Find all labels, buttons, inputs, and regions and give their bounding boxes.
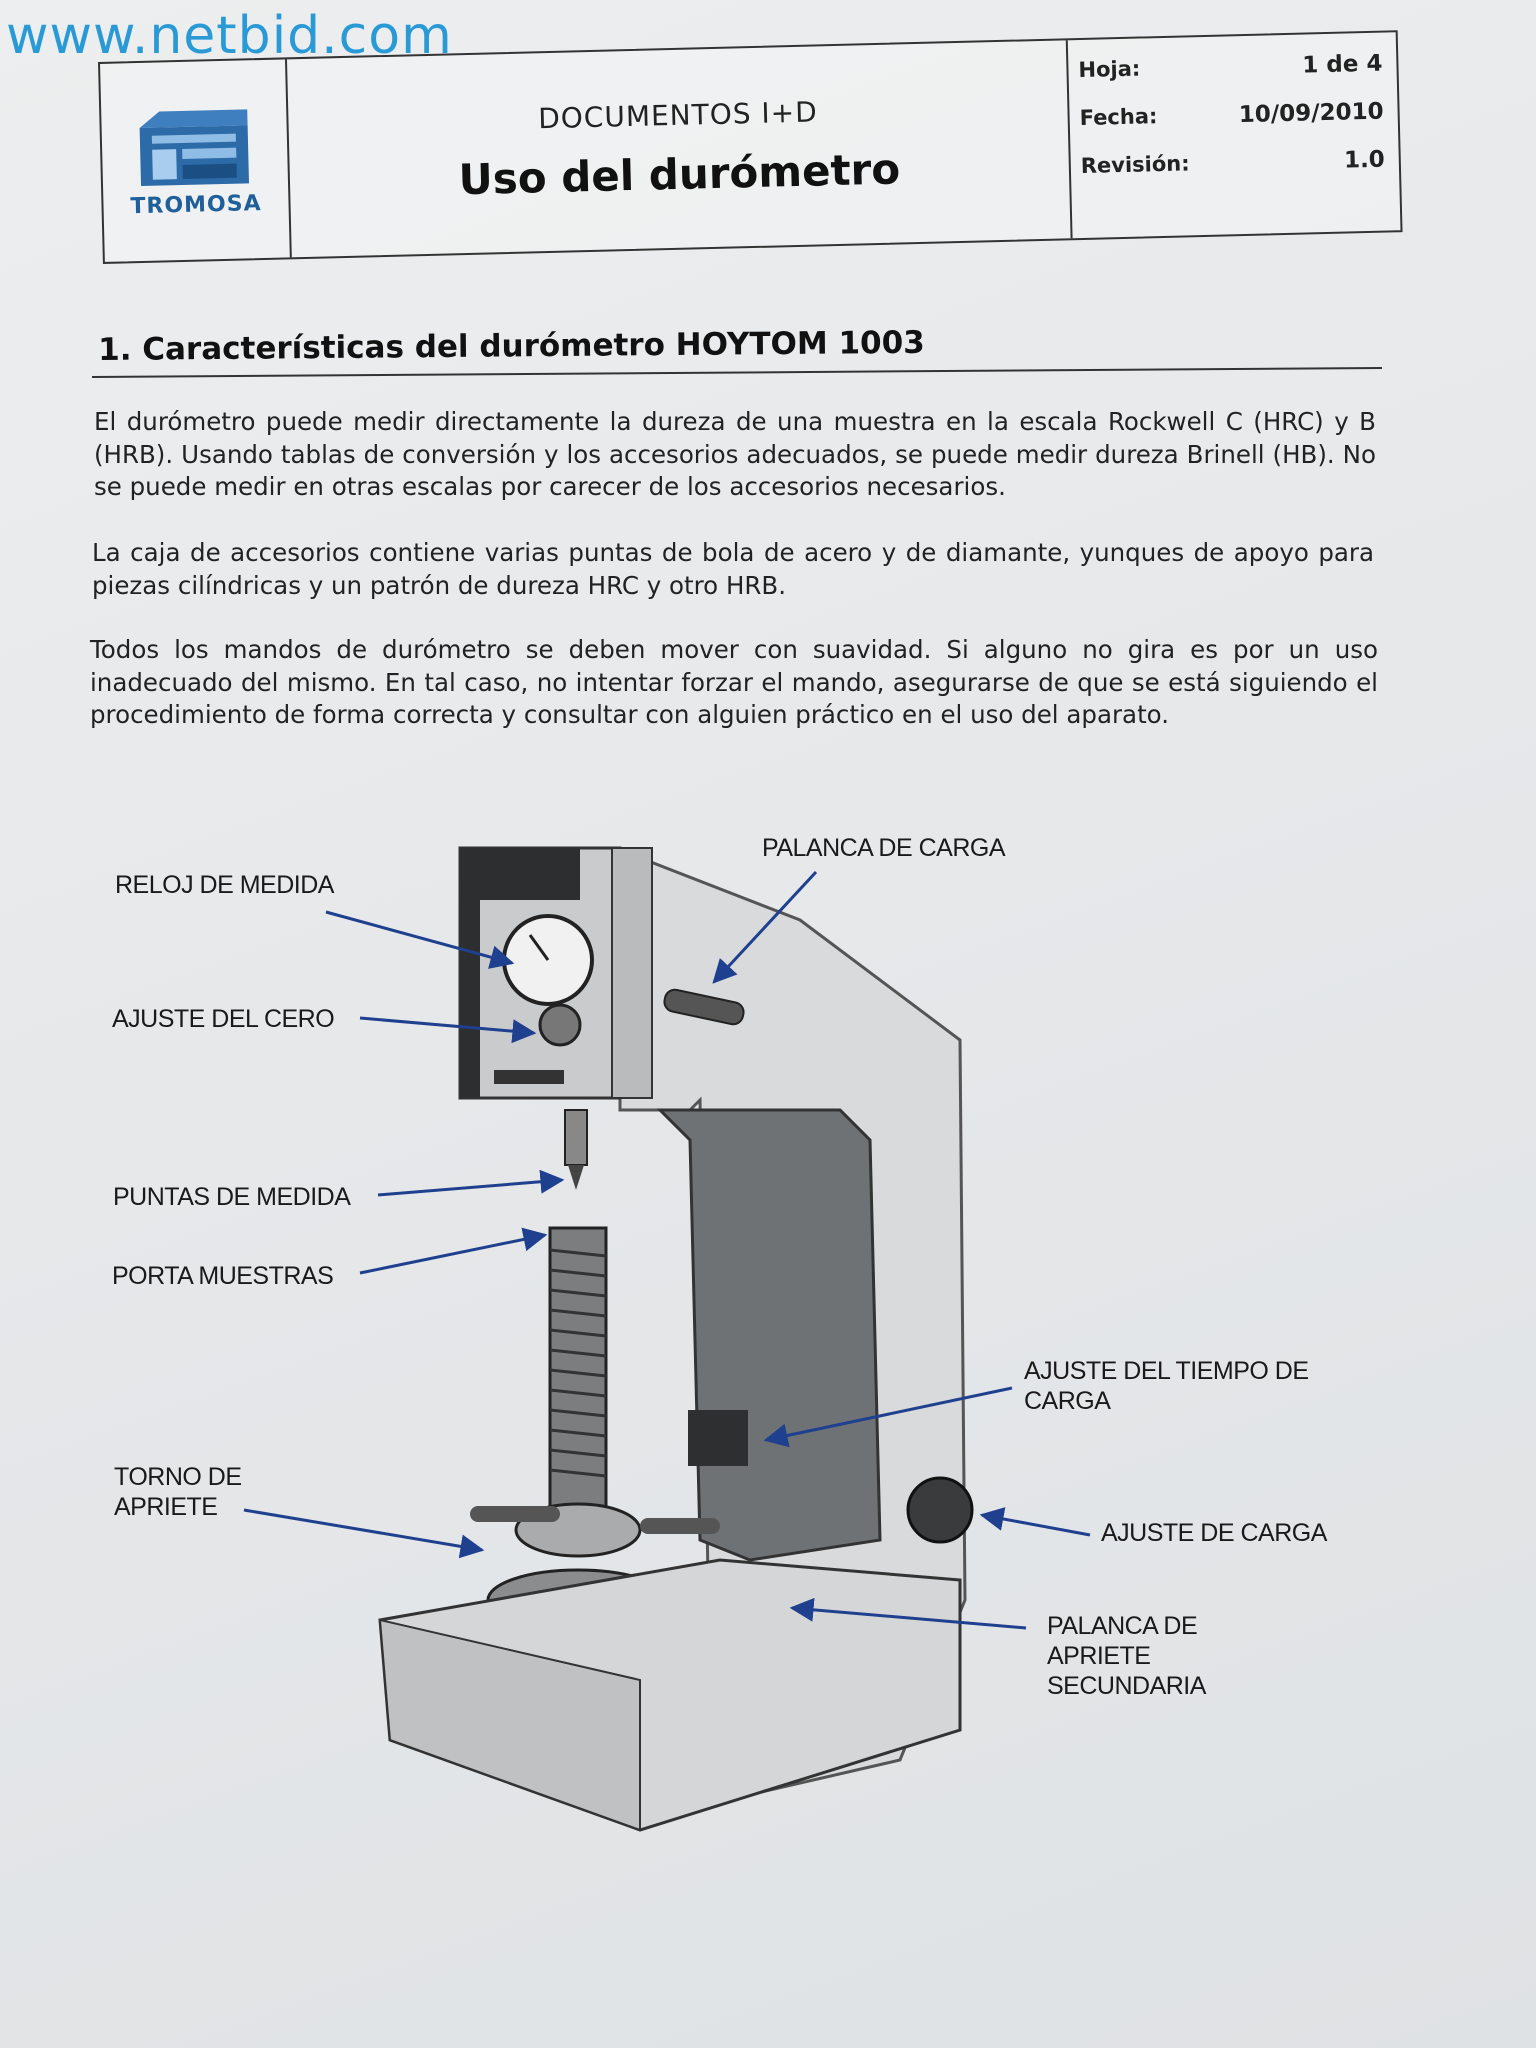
document-title: Uso del durómetro <box>458 144 901 205</box>
section-title: 1. Características del durómetro HOYTOM 1003 <box>98 324 925 368</box>
meta-revision: Revisión: 1.0 <box>1080 146 1386 179</box>
paragraph-scales: El durómetro puede medir directamente la dureza de una muestra en la escala Rockwell C (HRC) y B (HRB). Usando tablas de conversión y los accesorios adecuados, se puede medir dureza Brinell (HB). No se puede medir en otras escalas por carecer de los accesorios necesarios. <box>94 407 1376 501</box>
load-adjust-knob <box>908 1478 972 1542</box>
label-ajuste-de-carga: AJUSTE DE CARGA <box>1101 1519 1327 1547</box>
meta-date: Fecha: 10/09/2010 <box>1079 98 1384 131</box>
load-time-window <box>688 1410 748 1466</box>
label-reloj-de-medida: RELOJ DE MEDIDA <box>115 871 334 899</box>
machine-column <box>660 1110 880 1560</box>
zero-adjust-knob <box>540 1005 580 1045</box>
label-puntas-de-medida: PUNTAS DE MEDIDA <box>113 1183 351 1211</box>
paragraph-controls: Todos los mandos de durómetro se deben mover con suavidad. Si alguno no gira es por un uso inadecuado del mismo. En tal caso, no intentar forzar el mando, asegurarse de que se está siguiendo el procedimiento de forma correcta y consultar con alguien práctico en el uso del aparato. <box>90 635 1378 729</box>
label-palanca-de-carga: PALANCA DE CARGA <box>762 834 1006 862</box>
label-torno-de-apriete: TORNO DE APRIETE <box>114 1463 242 1521</box>
paragraph-accessories: La caja de accesorios contiene varias puntas de bola de acero y de diamante, yunques de apoyo para piezas cilíndricas y un patrón de dureza HRC y otro HRB. <box>92 538 1374 600</box>
department-label: DOCUMENTOS I+D <box>537 95 819 136</box>
label-ajuste-del-tiempo-de-carga: AJUSTE DEL TIEMPO DE CARGA <box>1024 1357 1309 1415</box>
arrow-puntas <box>378 1180 562 1195</box>
watermark: www.netbid.com <box>6 6 453 66</box>
label-palanca-de-apriete-secundaria: PALANCA DE APRIETE SECUNDARIA <box>1047 1612 1206 1700</box>
label-porta-muestras: PORTA MUESTRAS <box>112 1262 334 1290</box>
logo-text: TROMOSA <box>130 190 262 219</box>
arrow-carga <box>982 1515 1090 1535</box>
label-ajuste-del-cero: AJUSTE DEL CERO <box>112 1005 335 1033</box>
arrow-torno <box>244 1510 482 1550</box>
indenter <box>565 1110 587 1165</box>
arrow-porta <box>360 1235 545 1273</box>
meta-sheet: Hoja: 1 de 4 <box>1078 50 1383 83</box>
